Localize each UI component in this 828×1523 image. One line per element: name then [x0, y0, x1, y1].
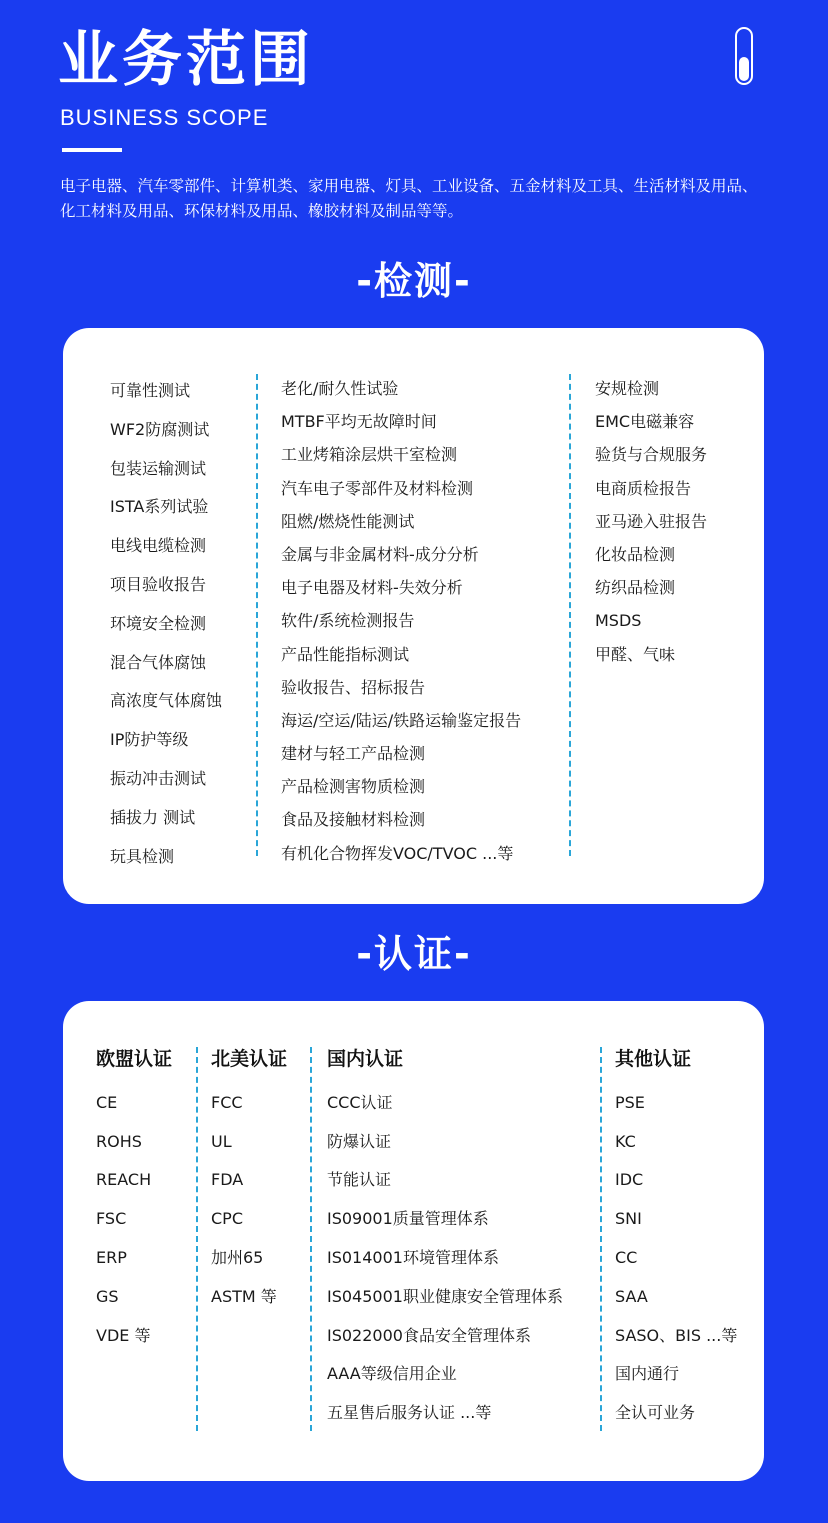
list-item: 项目验收报告 [110, 574, 207, 594]
list-item: IS014001环境管理体系 [327, 1247, 499, 1267]
list-item: 玩具检测 [110, 846, 175, 866]
list-item: SNI [615, 1209, 642, 1229]
list-item: 海运/空运/陆运/铁路运输鉴定报告 [281, 710, 522, 730]
list-item: 电子电器及材料-失效分析 [281, 578, 463, 598]
list-item: KC [615, 1131, 636, 1151]
list-item: MSDS [595, 611, 642, 631]
list-item: 加州65 [211, 1247, 264, 1267]
list-item: CC [615, 1247, 638, 1267]
testing-heading: -检测- [356, 259, 472, 303]
page-subtitle: BUSINESS SCOPE [60, 105, 269, 130]
list-item: 验收报告、招标报告 [281, 677, 426, 697]
certification-card [63, 1001, 764, 1481]
list-item: 插拔力 测试 [110, 807, 196, 827]
list-item: SAA [615, 1286, 648, 1306]
testing-divider-2 [569, 374, 571, 856]
list-item: MTBF平均无故障时间 [281, 412, 437, 432]
list-item: AAA等级信用企业 [327, 1364, 457, 1384]
list-item: 高浓度气体腐蚀 [110, 691, 223, 711]
list-item: UL [211, 1131, 232, 1151]
list-item: 环境安全检测 [110, 613, 207, 633]
list-item: GS [96, 1286, 119, 1306]
list-item: SASO、BIS ...等 [615, 1325, 738, 1345]
list-item: 亚马逊入驻报告 [595, 511, 708, 531]
scroll-indicator-knob [739, 57, 749, 81]
list-item: 金属与非金属材料-成分分析 [281, 544, 479, 564]
list-item: FDA [211, 1170, 244, 1190]
list-item: ERP [96, 1247, 127, 1267]
list-item: REACH [96, 1170, 152, 1190]
list-item: IDC [615, 1170, 644, 1190]
cert-divider-3 [600, 1047, 602, 1431]
list-item: 混合气体腐蚀 [110, 652, 207, 672]
list-item: 阻燃/燃烧性能测试 [281, 511, 415, 531]
list-item: 化妆品检测 [595, 544, 676, 564]
list-item: 防爆认证 [327, 1131, 392, 1151]
list-item: WF2防腐测试 [110, 419, 210, 439]
list-item: CPC [211, 1209, 243, 1229]
list-item: ASTM 等 [211, 1286, 277, 1306]
testing-column-2 [281, 372, 521, 870]
list-item: 安规检测 [595, 379, 660, 398]
list-item: 甲醛、气味 [595, 644, 676, 664]
list-item: 产品检测害物质检测 [281, 777, 426, 797]
cert-divider-1 [196, 1047, 198, 1431]
list-item: 有机化合物挥发VOC/TVOC ...等 [281, 843, 514, 863]
testing-column-1 [110, 372, 222, 876]
list-item: PSE [615, 1092, 645, 1112]
list-item: 老化/耐久性试验 [281, 379, 399, 398]
certification-heading: -认证- [356, 932, 472, 976]
list-item: IS09001质量管理体系 [327, 1209, 489, 1229]
cert-column-na [211, 1045, 287, 1317]
list-item: 产品性能指标测试 [281, 644, 410, 664]
list-item: 包装运输测试 [110, 458, 207, 478]
list-item: ROHS [96, 1131, 142, 1151]
list-item: 电线电缆检测 [110, 536, 207, 556]
list-item: 节能认证 [327, 1170, 392, 1190]
list-item: 电商质检报告 [595, 478, 692, 498]
column-title: 欧盟认证 [96, 1048, 173, 1070]
list-item: 可靠性测试 [110, 381, 191, 400]
list-item: 建材与轻工产品检测 [281, 744, 426, 764]
list-item: CE [96, 1092, 118, 1112]
scroll-indicator-icon [735, 27, 753, 85]
list-item: IP防护等级 [110, 730, 189, 750]
cert-column-other [615, 1045, 737, 1433]
list-item: 振动冲击测试 [110, 768, 207, 788]
list-item: 全认可业务 [615, 1403, 696, 1423]
list-item: VDE 等 [96, 1325, 151, 1345]
testing-column-3 [595, 372, 707, 671]
list-item: IS022000食品安全管理体系 [327, 1325, 531, 1345]
cert-column-eu [96, 1045, 172, 1355]
list-item: FSC [96, 1209, 127, 1229]
testing-card [63, 328, 764, 904]
cert-divider-2 [310, 1047, 312, 1431]
list-item: FCC [211, 1092, 243, 1112]
list-item: EMC电磁兼容 [595, 412, 695, 432]
page-title: 业务范围 [58, 25, 314, 95]
intro-text: 电子电器、汽车零部件、计算机类、家用电器、灯具、工业设备、五金材料及工具、生活材料及用品、化工材料及用品、环保材料及用品、橡胶材料及制品等等。 [60, 177, 758, 220]
list-item: 汽车电子零部件及材料检测 [281, 478, 474, 498]
column-title: 国内认证 [327, 1048, 404, 1070]
list-item: CCC认证 [327, 1092, 393, 1112]
list-item: 工业烤箱涂层烘干室检测 [281, 445, 458, 465]
list-item: ISTA系列试验 [110, 497, 209, 517]
list-item: 食品及接触材料检测 [281, 810, 426, 830]
list-item: 纺织品检测 [595, 578, 676, 598]
list-item: IS045001职业健康安全管理体系 [327, 1286, 563, 1306]
column-title: 其他认证 [615, 1048, 692, 1070]
testing-divider-1 [256, 374, 258, 856]
list-item: 五星售后服务认证 ...等 [327, 1403, 492, 1423]
cert-column-domestic [327, 1045, 563, 1433]
list-item: 国内通行 [615, 1364, 680, 1384]
title-underline [62, 148, 122, 152]
column-title: 北美认证 [211, 1048, 288, 1070]
list-item: 验货与合规服务 [595, 445, 708, 465]
list-item: 软件/系统检测报告 [281, 611, 415, 631]
